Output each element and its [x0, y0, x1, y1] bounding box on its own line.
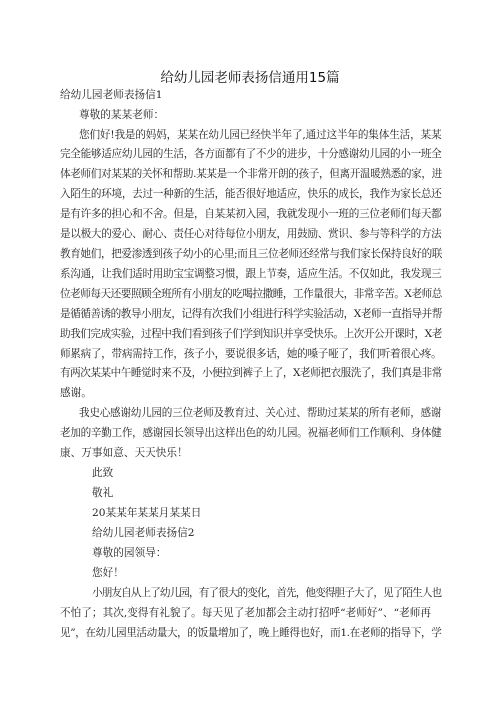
body-line: 见”，在幼儿园里活动量大，的饭量增加了，晚上睡得也好，而1.在老师的指导下，学	[60, 627, 442, 639]
body-line: 体老师们对某某的关怀和帮助.某某是一个非常开朗的孩子，但离开温暖熟悉的家，进	[60, 168, 442, 180]
closing-line: 敬礼	[92, 487, 114, 499]
body-line: 是循循善诱的教导小朋友，记得有次我们小组进行科学实验活动，X老师一直指导并帮	[60, 308, 442, 320]
body-line: 有两次某某中午睡觉时来不及，小便拉到裤子上了，X老师把衣服洗了，我们真是非常	[60, 367, 442, 379]
body-line: 师累病了，带病需持工作，孩子小，要说很多话，她的嗓子哑了，我们听着很心疼。	[60, 348, 442, 360]
body-line: 是以极大的爱心、耐心、责任心对待每位小朋友，用鼓励、赏识、参与等科学的方法	[60, 228, 442, 240]
body-line: 不怕了；其次,变得有礼貌了。每天见了老加都会主动打招呼“老师好”、“老师再	[60, 607, 432, 619]
letter-heading: 给幼儿园老师表扬信2	[92, 527, 195, 539]
body-line: 入陌生的环境，去过一种新的生活，能否很好地适应，快乐的成长，我作为家长总还	[60, 188, 442, 200]
body-line: 您们好!我是的妈妈，某某在幼儿园已经快半年了,通过这半年的集体生活，某某	[79, 129, 442, 141]
closing-line: 此致	[92, 467, 114, 479]
body-line: 系沟通，让我们适时用助宝宝调整习惯，跟上节奏，适应生活。不仅如此，我发现三	[60, 268, 442, 280]
greeting: 您好！	[92, 567, 124, 579]
body-line: 完全能够适应幼儿园的生活，各方面都有了不少的进步，十分感谢幼儿园的小一班全	[60, 148, 442, 160]
body-line: 教育她们，把爱渗透到孩子幼小的心里;而且三位老师还经常与我们家长保持良好的联	[60, 248, 443, 260]
salutation: 尊敬的某某老师：	[79, 109, 165, 121]
body-line: 康、万事如意、天天快乐！	[60, 447, 188, 459]
letter-heading: 给幼儿园老师表扬信1	[60, 89, 163, 101]
document-title: 给幼儿园老师表扬信通用15篇	[160, 70, 340, 86]
body-line: 感谢。	[60, 387, 92, 399]
salutation: 尊敬的园领导：	[92, 547, 167, 559]
body-line: 我史心感谢幼儿园的三位老师及教育过、关心过、帮助过某某的所有老师，感谢	[79, 407, 442, 419]
date-line: 20某某年某某月某某日	[92, 507, 202, 519]
body-line: 小朋友自从上了幼儿园，有了很大的变化，首先，他变得胆子大了，见了陌生人也	[92, 587, 442, 599]
body-line: 是有许多的担心和不舍。但是，自某某初入园，我就发现小一班的三位老师们每天都	[60, 208, 442, 220]
body-line: 老加的辛勤工作，感谢园长领导出这样出色的幼儿园。祝福老师们工作顺利、身体健	[60, 427, 442, 439]
body-line: 位老师每天还要照顾全班所有小朋友的吃喝拉撒睡，工作量很大，非常辛苦。X老师总	[60, 288, 442, 300]
body-line: 助我们完成实验，过程中我们看到孩子们学到知识并享受快乐。上次开公开课时，X老	[60, 328, 442, 340]
